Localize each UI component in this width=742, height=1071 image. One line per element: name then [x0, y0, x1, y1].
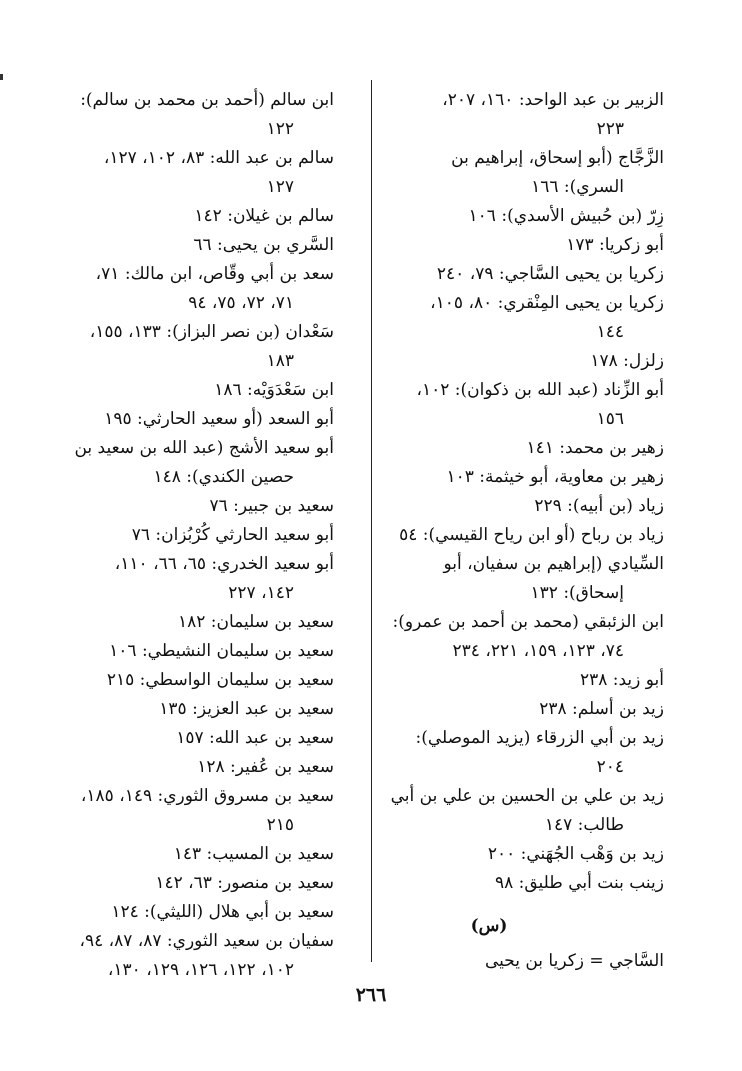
- index-entry: زِرّ (بن حُبيش الأسدي): ١٠٦: [468, 206, 664, 226]
- index-entry: سعيد بن جبير: ٧٦: [209, 496, 334, 516]
- index-entry: زهير بن محمد: ١٤١: [526, 438, 664, 458]
- index-entry: سَعْدان (بن نصر البزاز): ١٣٣، ١٥٥،: [89, 322, 334, 342]
- index-entry: سعيد بن عبد الله: ١٥٧: [176, 728, 334, 748]
- index-entry-continuation: ١٠٢، ١٢٢، ١٢٦، ١٢٩، ١٣٠،: [107, 960, 294, 980]
- index-entry: أبو السعد (أو سعيد الحارثي: ١٩٥: [104, 409, 334, 429]
- index-entry: ابن سَعْدَوَيْه: ١٨٦: [214, 380, 334, 400]
- edge-mark: [0, 74, 3, 80]
- index-entry: أبو سعيد الحارثي كُرْبُزان: ٧٦: [131, 525, 334, 545]
- index-entry: السِّيادي (إبراهيم بن سفيان، أبو: [443, 554, 664, 574]
- index-entry: سعيد بن منصور: ٦٣، ١٤٢: [155, 873, 334, 893]
- index-entry: سعيد بن عبد العزيز: ١٣٥: [159, 699, 334, 719]
- index-entry-continuation: إسحاق): ١٣٢: [530, 583, 624, 603]
- index-entry: سعيد بن أبي هلال (الليثي): ١٢٤: [111, 902, 334, 922]
- index-entry: سعيد بن سليمان الواسطي: ٢١٥: [106, 670, 334, 690]
- index-entry: زكريا بن يحيى المِنْقري: ٨٠، ١٠٥،: [430, 293, 664, 313]
- index-entry-continuation: ٢٢٣: [596, 119, 624, 139]
- index-entry: ابن سالم (أحمد بن محمد بن سالم):: [80, 90, 334, 110]
- index-entry: زكريا بن يحيى السَّاجي: ٧٩، ٢٤٠: [436, 264, 664, 284]
- index-entry: الزبير بن عبد الواحد: ١٦٠، ٢٠٧،: [442, 90, 664, 110]
- index-entry: السَّاجي = زكريا بن يحيى: [484, 951, 664, 971]
- index-entry: أبو الزِّناد (عبد الله بن ذكوان): ١٠٢،: [416, 380, 664, 400]
- index-entry: زياد (بن أبيه): ٢٢٩: [534, 496, 664, 516]
- index-column-right: [364, 86, 664, 976]
- index-entry: أبو سعيد الخدري: ٦٥، ٦٦، ١١٠،: [114, 554, 334, 574]
- index-entry: سعيد بن سليمان: ١٨٢: [177, 612, 334, 632]
- index-entry: أبو زكريا: ١٧٣: [566, 235, 664, 255]
- index-entry-continuation: ٧١، ٧٢، ٧٥، ٩٤: [188, 293, 294, 313]
- column-divider: [371, 80, 372, 962]
- section-heading: (س): [470, 916, 508, 936]
- index-entry: الزَّجَّاج (أبو إسحاق، إبراهيم بن: [451, 148, 664, 168]
- index-entry: سالم بن غيلان: ١٤٢: [194, 206, 334, 226]
- index-entry-continuation: ١٥٦: [596, 409, 624, 429]
- index-entry-continuation: ١٢٢: [266, 119, 294, 139]
- index-entry-continuation: ٢٠٤: [596, 757, 624, 777]
- index-entry-continuation: السري): ١٦٦: [531, 177, 624, 197]
- index-column-left: [34, 86, 334, 985]
- index-entry: سعيد بن سليمان النشيطي: ١٠٦: [109, 641, 334, 661]
- index-entry-continuation: ١٨٣: [266, 351, 294, 371]
- index-entry: زلزل: ١٧٨: [590, 351, 664, 371]
- index-entry-continuation: ٧٤، ١٢٣، ١٥٩، ٢٢١، ٢٣٤: [452, 641, 624, 661]
- index-entry: زيد بن أبي الزرقاء (يزيد الموصلي):: [415, 728, 664, 748]
- index-entry: سعيد بن عُفير: ١٢٨: [197, 757, 334, 777]
- index-entry-continuation: ١٢٧: [266, 177, 294, 197]
- index-entry: سعيد بن مسروق الثوري: ١٤٩، ١٨٥،: [80, 786, 334, 806]
- index-entry: سالم بن عبد الله: ٨٣، ١٠٢، ١٢٧،: [103, 148, 334, 168]
- index-entry-continuation: ١٤٢، ٢٢٧: [228, 583, 294, 603]
- index-entry: سعد بن أبي وقّاص، ابن مالك: ٧١،: [95, 264, 334, 284]
- index-entry: سعيد بن المسيب: ١٤٣: [173, 844, 334, 864]
- index-entry: زياد بن رباح (أو ابن رياح القيسي): ٥٤: [399, 525, 664, 545]
- index-entry: ابن الزئبقي (محمد بن أحمد بن عمرو):: [392, 612, 664, 632]
- index-entry-continuation: حصين الكندي): ١٤٨: [153, 467, 294, 487]
- index-entry: أبو زيد: ٢٣٨: [579, 670, 664, 690]
- page-number: ٢٦٦: [355, 984, 387, 1006]
- index-entry: زيد بن أسلم: ٢٣٨: [539, 699, 664, 719]
- index-entry-continuation: ١٤٤: [596, 322, 624, 342]
- index-entry-continuation: ٢١٥: [266, 815, 294, 835]
- index-entry: السَّري بن يحيى: ٦٦: [193, 235, 334, 255]
- index-entry: زيد بن وَهْب الجُهَني: ٢٠٠: [487, 844, 664, 864]
- index-entry: زينب بنت أبي طليق: ٩٨: [494, 873, 664, 893]
- index-entry: أبو سعيد الأشج (عبد الله بن سعيد بن: [74, 438, 334, 458]
- index-entry: سفيان بن سعيد الثوري: ٨٧، ٨٧، ٩٤،: [79, 931, 334, 951]
- index-entry-continuation: طالب: ١٤٧: [544, 815, 624, 835]
- index-entry: زيد بن علي بن الحسين بن علي بن أبي: [390, 786, 664, 806]
- index-entry: زهير بن معاوية، أبو خيثمة: ١٠٣: [446, 467, 664, 487]
